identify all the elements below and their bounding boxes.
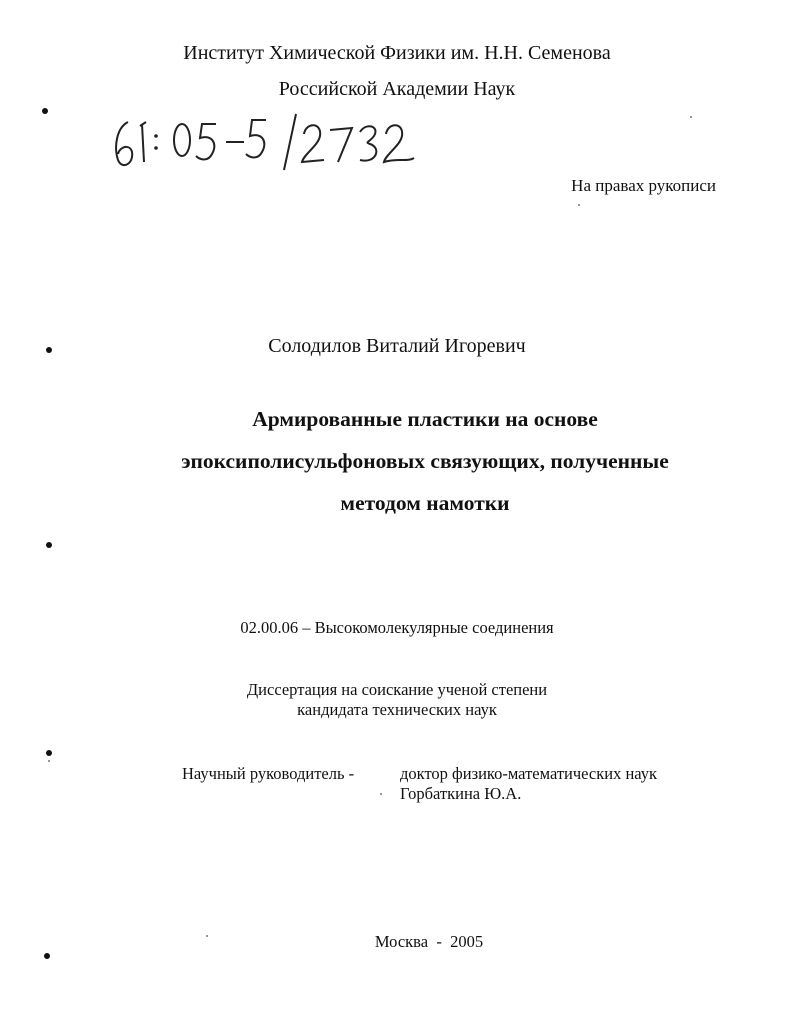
title-line: Армированные пластики на основе [252,407,598,431]
scan-speck [206,935,208,937]
degree-line: кандидата технических наук [297,700,497,719]
punch-mark [46,347,52,353]
specialty-code: 02.00.06 – Высокомолекулярные соединения [240,618,554,637]
rights-note: На правах рукописи [571,176,716,195]
scan-speck [48,760,50,762]
title-line: эпоксиполисульфоновых связующих, полученные [181,449,669,473]
handwritten-number [108,108,428,174]
institute-name: Институт Химической Физики им. Н.Н. Семенова [183,42,611,64]
degree-line: Диссертация на соискание ученой степени [246,680,548,699]
supervisor-label: Научный руководитель - [182,764,355,783]
supervisor-details [400,764,657,804]
dissertation-title [120,398,730,524]
supervisor-title: доктор физико-математических наук [400,764,658,783]
punch-mark [46,750,52,756]
scan-speck [690,116,692,118]
title-line: методом намотки [340,491,510,515]
scan-speck [380,793,382,795]
scan-speck [578,204,580,206]
punch-mark [42,108,48,114]
punch-mark [44,953,50,959]
supervisor-name: Горбаткина Ю.А. [400,784,522,803]
author-name: Солодилов Виталий Игоревич [268,335,526,357]
punch-mark [46,542,52,548]
degree-statement [0,680,794,720]
academy-name: Российской Академии Наук [278,78,516,100]
city-year: Москва - 2005 [374,932,484,951]
